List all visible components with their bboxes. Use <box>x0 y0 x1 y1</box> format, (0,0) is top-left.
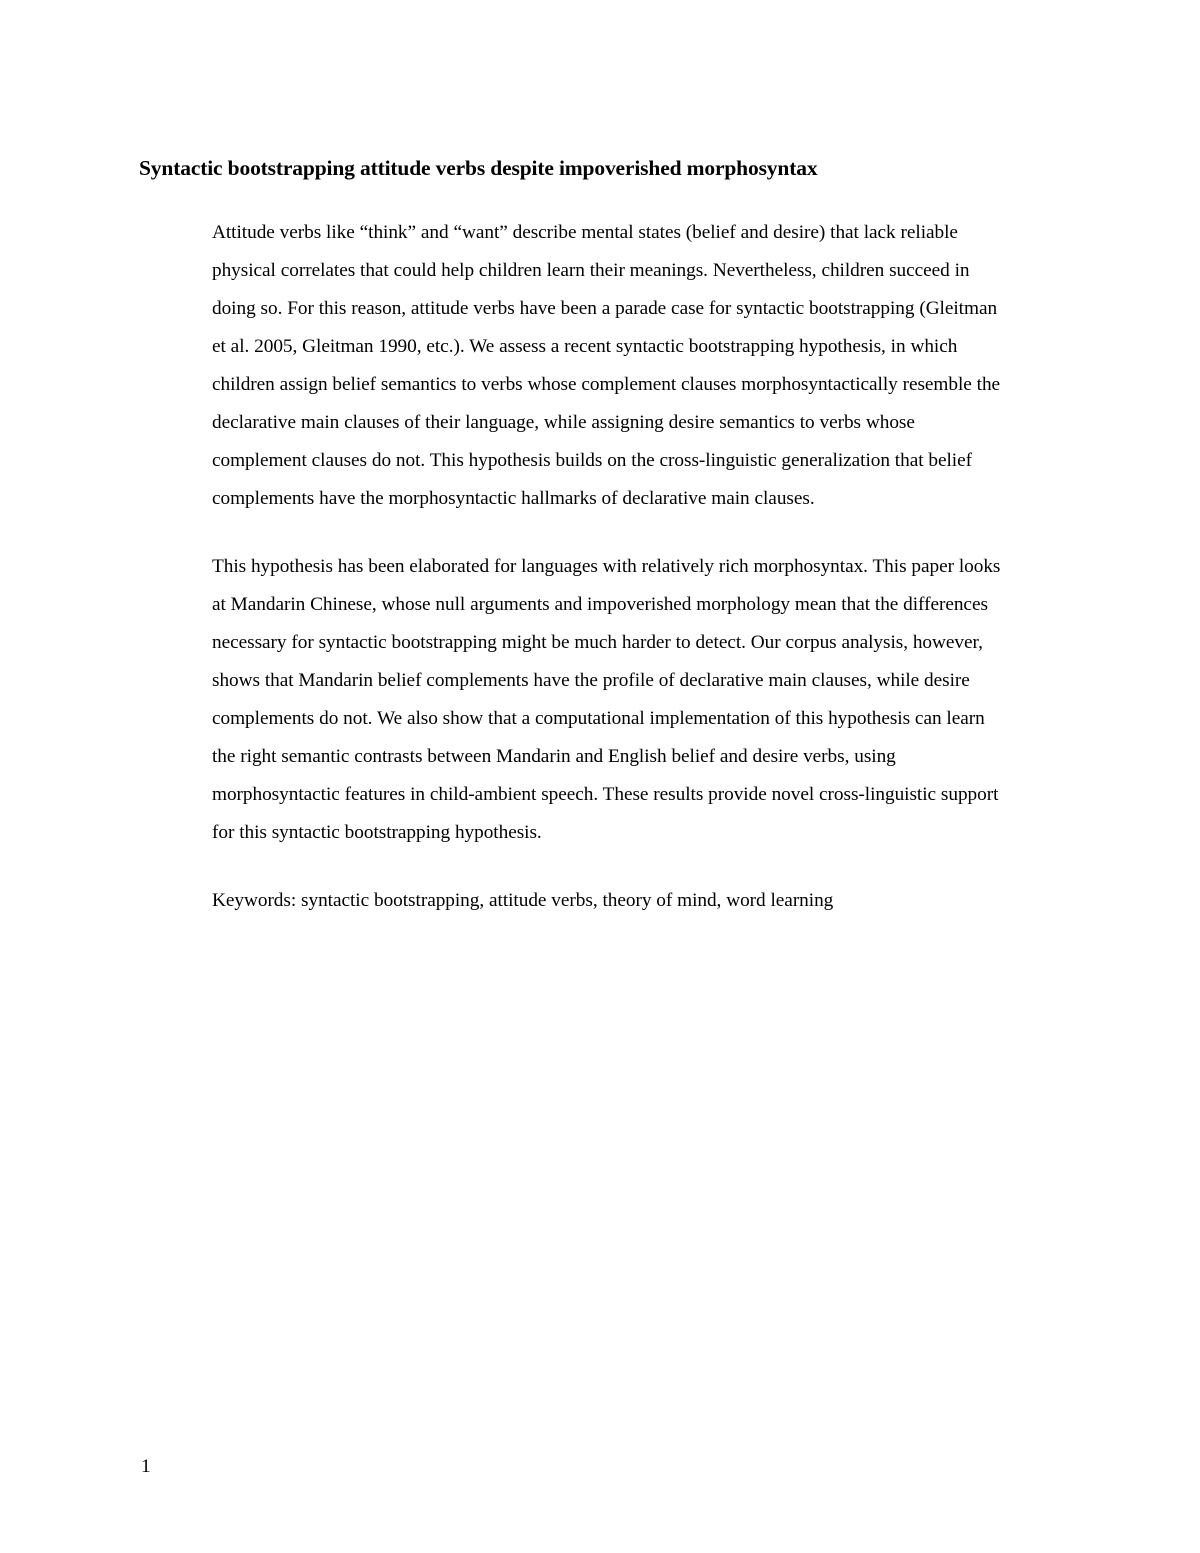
abstract-paragraph-1: Attitude verbs like “think” and “want” describe mental states (belief and desire) that lack reliable physical correlates that could help children learn their meanings. Nevertheless, children succeed in doing so. For this reason, attitude verbs have been a parade case for syntactic bootstrapping (Gleitman et al. 2005, Gleitman 1990, etc.). We assess a recent syntactic bootstrapping hypothesis, in which children assign belief semantics to verbs whose complement clauses morphosyntactically resemble the declarative main clauses of their language, while assigning desire semantics to verbs whose complement clauses do not. This hypothesis builds on the cross-linguistic generalization that belief complements have the morphosyntactic hallmarks of declarative main clauses. <box>212 222 1001 509</box>
keywords-line: Keywords: syntactic bootstrapping, attitude verbs, theory of mind, word learning <box>212 890 834 911</box>
abstract-paragraph-2: This hypothesis has been elaborated for languages with relatively rich morphosyntax. This paper looks at Mandarin Chinese, whose null arguments and impoverished morphology mean that the differences necessary for syntactic bootstrapping might be much harder to detect. Our corpus analysis, however, shows that Mandarin belief complements have the profile of declarative main clauses, while desire complements do not. We also show that a computational implementation of this hypothesis can learn the right semantic contrasts between Mandarin and English belief and desire verbs, using morphosyntactic features in child-ambient speech. These results provide novel cross-linguistic support for this syntactic bootstrapping hypothesis. <box>212 556 1001 843</box>
abstract-body <box>212 214 1012 920</box>
page-title: Syntactic bootstrapping attitude verbs despite impoverished morphosyntax <box>139 156 818 181</box>
page-number: 1 <box>141 1456 151 1477</box>
